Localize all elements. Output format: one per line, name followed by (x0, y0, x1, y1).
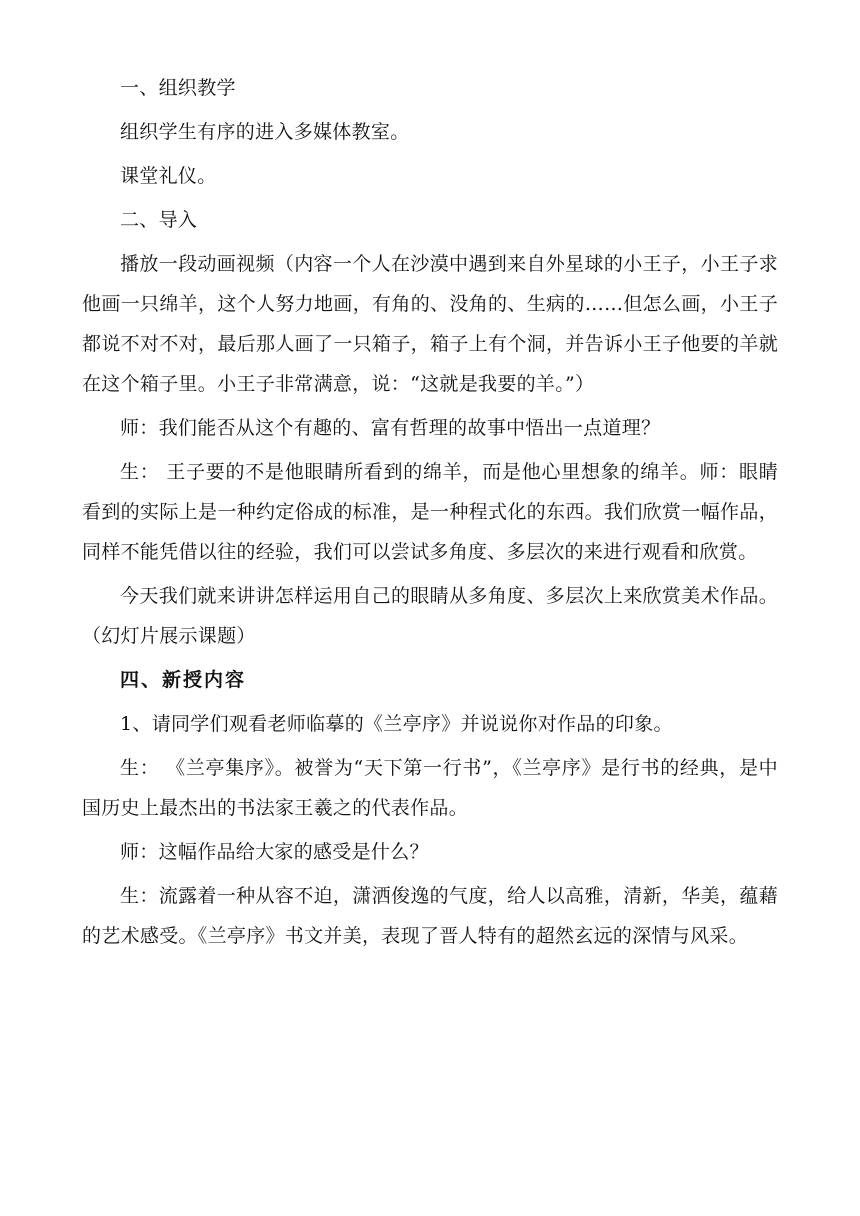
paragraph-video: 播放一段动画视频（内容一个人在沙漠中遇到来自外星球的小王子，小王子求他画一只绵羊，这个人努力地画，有角的、没角的、生病的……但怎么画，小王子都说不对不对，最后那人画了一只箱子，箱子上有个洞，并告诉小王子他要的羊就在这个箱子里。小王子非常满意，说：“这就是我要的羊。”） (82, 253, 778, 395)
paragraph-observe: 1、请同学们观看老师临摹的《兰亭序》并说说你对作品的印象。 (120, 713, 673, 735)
paragraph-teacher-question: 师：我们能否从这个有趣的、富有哲理的故事中悟出一点道理？ (120, 417, 661, 439)
section-heading-new-content: 四、新授内容 (120, 669, 247, 691)
paragraph-student-feeling: 生：流露着一种从容不迫，潇洒俊逸的气度，给人以高雅，清新，华美，蕴藉的艺术感受。《兰亭序》书文并美，表现了晋人特有的超然玄远的深情与风采。 (82, 885, 778, 947)
paragraph-student-lanting: 生： 《兰亭集序》。被誉为“天下第一行书”，《兰亭序》是行书的经典，是中国历史上最杰出的书法家王羲之的代表作品。 (82, 757, 778, 819)
section-heading-intro: 二、导入 (120, 209, 198, 231)
paragraph-student-answer: 生： 王子要的不是他眼睛所看到的绵羊，而是他心里想象的绵羊。师：眼睛看到的实际上是一种约定俗成的标准，是一种程式化的东西。我们欣赏一幅作品，同样不能凭借以往的经验，我们可以尝试多角度、多层次的来进行观看和欣赏。 (82, 461, 778, 563)
paragraph-teacher-feeling: 师：这幅作品给大家的感受是什么？ (120, 841, 429, 863)
paragraph-organize-students: 组织学生有序的进入多媒体教室。 (120, 121, 410, 143)
paragraph-today: 今天我们就来讲讲怎样运用自己的眼睛从多角度、多层次上来欣赏美术作品。（幻灯片展示课题） (82, 585, 778, 647)
section-heading-organize: 一、组织教学 (120, 77, 236, 99)
paragraph-etiquette: 课堂礼仪。 (120, 165, 217, 187)
